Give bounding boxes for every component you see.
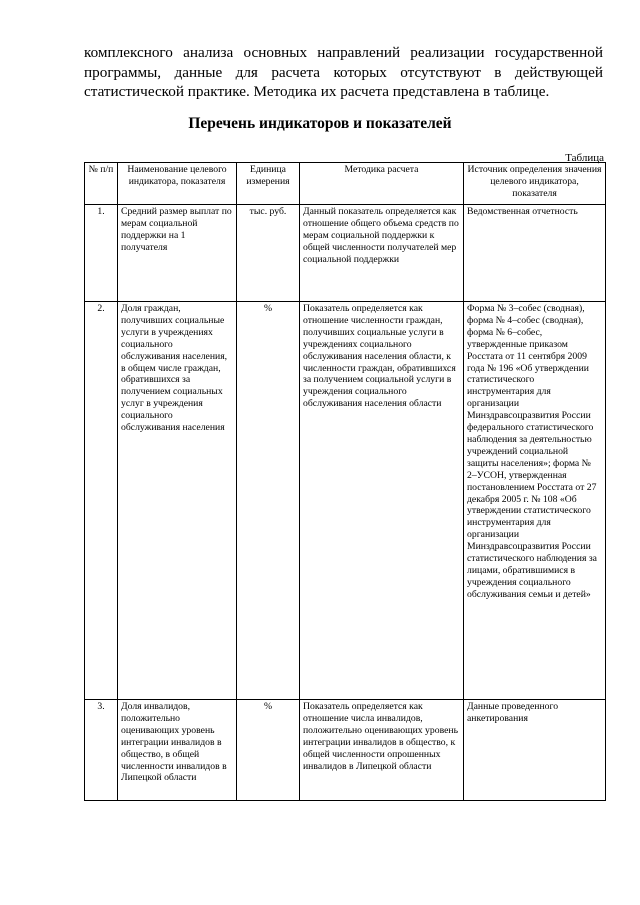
- header-name: Наименование целевого индикатора, показателя: [118, 163, 237, 205]
- row-num: 1.: [85, 205, 118, 302]
- intro-paragraph: [84, 43, 603, 102]
- row-method: Данный показатель определяется как отношение общего объема средств по мерам социальной поддержки к общей численности получателей мер социальной поддержки: [300, 205, 464, 302]
- row-method: Показатель определяется как отношение численности граждан, получивших социальные услуги в учреждениях социального обслуживания населения области, к численности граждан, обратившихся за получением социальной услуги в учреждения социального обслуживания населения области: [300, 302, 464, 700]
- row-source: Данные проведенного анкетирования: [464, 700, 606, 801]
- row-unit: тыс. руб.: [237, 205, 300, 302]
- table-label: Таблица: [565, 152, 604, 164]
- row-name: Доля граждан, получивших социальные услуги в учреждениях социального обслуживания населения, в общем числе граждан, обратившихся за получением социальных услуг в учреждения социального обслуживания населения: [118, 302, 237, 700]
- table-row: [85, 205, 606, 302]
- row-name: Доля инвалидов, положительно оценивающих уровень интеграции инвалидов в общество, в общей численности инвалидов в Липецкой области: [118, 700, 237, 801]
- row-name: Средний размер выплат по мерам социальной поддержки на 1 получателя: [118, 205, 237, 302]
- intro-line: статистической практике. Методика их расчета представлена в таблице.: [84, 83, 550, 100]
- intro-line: программы, данные для расчета которых отсутствуют в действующей: [84, 63, 603, 81]
- row-unit: %: [237, 700, 300, 801]
- table-header-row: [85, 163, 606, 205]
- header-method: Методика расчета: [300, 163, 464, 205]
- header-source: Источник определения значения целевого индикатора, показателя: [464, 163, 606, 205]
- row-num: 3.: [85, 700, 118, 801]
- row-source: Форма № 3–собес (сводная), форма № 4–собес (сводная), форма № 6–собес, утвержденные приказом Росстата от 11 сентября 2009 года № 196 «Об утверждении статистического инструментария для организации Минздравсоцразвития России федерального статистического наблюдения за деятельностью учреждений социальной защиты населения»; форма № 2–УСОН, утвержденная постановлением Росстата от 27 декабря 2005 г. № 108 «Об утверждении статистического инструментария для организации Минздравсоцразвития России статистического наблюдения за лицами, обратившимися в учреждения социального обслуживания семьи и детей»: [464, 302, 606, 700]
- table-row: [85, 700, 606, 801]
- indicators-table: [84, 162, 606, 801]
- table-row: [85, 302, 606, 700]
- intro-line: комплексного анализа основных направлений реализации государственной: [84, 44, 603, 61]
- page-title: Перечень индикаторов и показателей: [188, 115, 452, 132]
- row-unit: %: [237, 302, 300, 700]
- row-method: Показатель определяется как отношение числа инвалидов, положительно оценивающих уровень интеграции инвалидов в общество, к общей численности опрошенных инвалидов в Липецкой области: [300, 700, 464, 801]
- row-num: 2.: [85, 302, 118, 700]
- row-source: Ведомственная отчетность: [464, 205, 606, 302]
- header-num: № п/п: [85, 163, 118, 205]
- header-unit: Единица измерения: [237, 163, 300, 205]
